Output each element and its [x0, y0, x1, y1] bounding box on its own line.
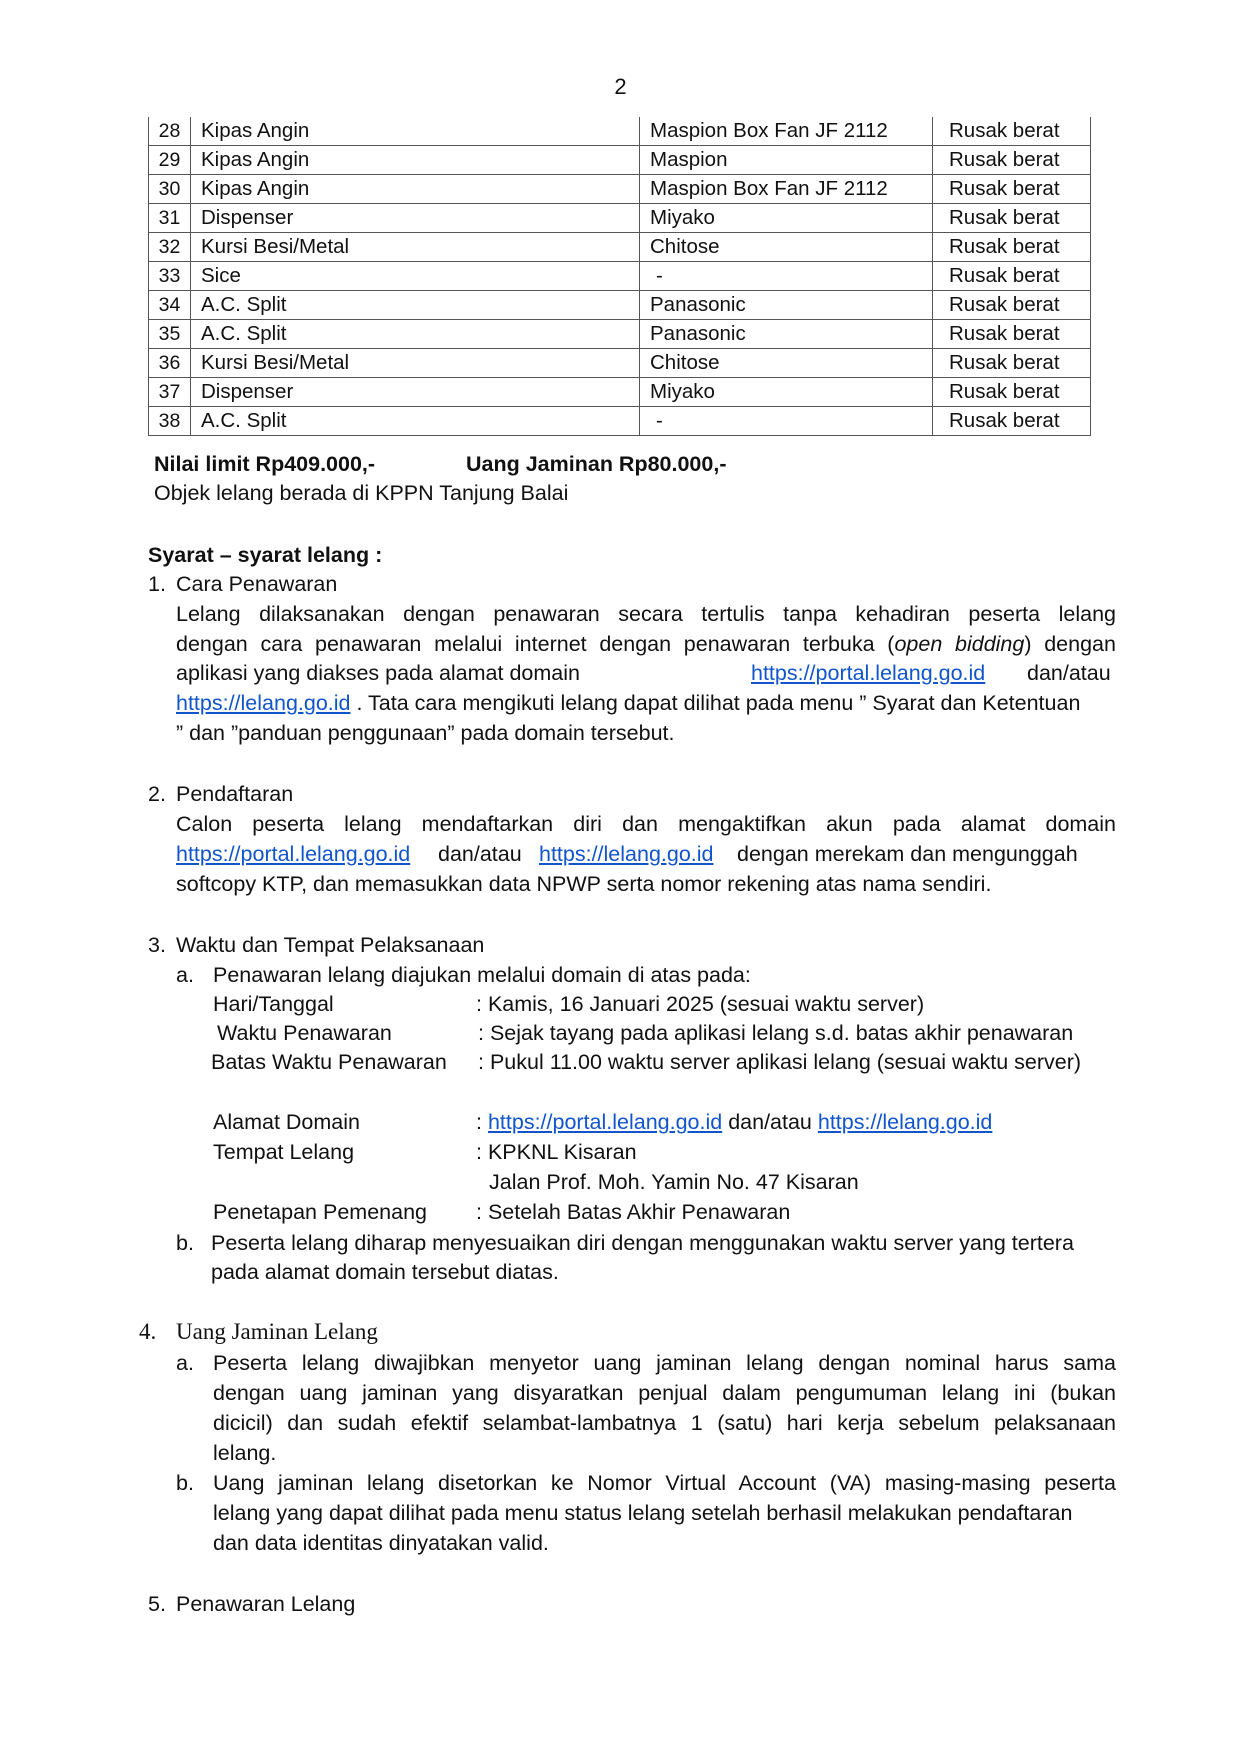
item-brand: - — [640, 262, 933, 291]
item-number: 37 — [149, 378, 191, 407]
page-number: 2 — [614, 74, 627, 99]
section-3a-text: Penawaran lelang diajukan melalui domain di atas pada: — [213, 963, 751, 987]
item-name: Kipas Angin — [191, 146, 640, 175]
table-row — [149, 204, 1091, 233]
section-1-line-2 — [176, 632, 1116, 657]
winner-value: : Setelah Batas Akhir Penawaran — [476, 1200, 791, 1224]
item-condition: Rusak berat — [933, 204, 1091, 233]
item-brand: - — [640, 407, 933, 436]
section-5-number: 5. — [148, 1592, 166, 1616]
item-name: A.C. Split — [191, 320, 640, 349]
item-name: Kipas Angin — [191, 117, 640, 146]
item-condition: Rusak berat — [933, 262, 1091, 291]
item-number: 31 — [149, 204, 191, 233]
lelang-link[interactable]: https://lelang.go.id — [176, 691, 351, 715]
items-table-body — [149, 117, 1091, 436]
section-5-title: Penawaran Lelang — [176, 1592, 356, 1616]
section-3b-line-2: pada alamat domain tersebut diatas. — [211, 1260, 559, 1284]
item-number: 35 — [149, 320, 191, 349]
item-condition: Rusak berat — [933, 117, 1091, 146]
section-3-number: 3. — [148, 933, 166, 957]
item-number: 32 — [149, 233, 191, 262]
portal-lelang-link[interactable]: https://portal.lelang.go.id — [487, 1110, 723, 1134]
section-3b-label: b. — [176, 1231, 194, 1255]
section-1-text: ) dengan — [1024, 632, 1116, 656]
table-row — [149, 291, 1091, 320]
item-brand: Miyako — [640, 204, 933, 233]
item-number: 33 — [149, 262, 191, 291]
item-number: 36 — [149, 349, 191, 378]
section-1-title: Cara Penawaran — [176, 572, 338, 596]
section-2-number: 2. — [148, 782, 166, 806]
table-row — [149, 320, 1091, 349]
items-table — [148, 117, 1091, 436]
bidding-time-value: : Sejak tayang pada aplikasi lelang s.d. batas akhir penawaran — [478, 1021, 1074, 1045]
guarantee-value: Uang Jaminan Rp80.000,- — [466, 452, 727, 476]
date-value: : Kamis, 16 Januari 2025 (sesuai waktu server) — [476, 992, 925, 1016]
table-row — [149, 378, 1091, 407]
section-4a-line-1: Peserta lelang diwajibkan menyetor uang jaminan lelang dengan nominal harus sama — [213, 1351, 1116, 1375]
portal-lelang-link[interactable]: https://portal.lelang.go.id — [751, 661, 986, 685]
section-4b-line-3: dan data identitas dinyatakan valid. — [213, 1531, 549, 1555]
section-1-line-1: Lelang dilaksanakan dengan penawaran secara tertulis tanpa kehadiran peserta lelang — [176, 602, 1116, 626]
item-number: 38 — [149, 407, 191, 436]
item-brand: Chitose — [640, 349, 933, 378]
item-condition: Rusak berat — [933, 146, 1091, 175]
section-2-line-2-text: dengan merekam dan mengunggah — [737, 842, 1078, 866]
section-4a-label: a. — [176, 1351, 194, 1375]
item-condition: Rusak berat — [933, 407, 1091, 436]
item-brand: Maspion Box Fan JF 2112 — [640, 117, 933, 146]
lelang-link[interactable]: https://lelang.go.id — [817, 1110, 993, 1134]
item-number: 29 — [149, 146, 191, 175]
item-brand: Maspion — [640, 146, 933, 175]
section-1-line-3-text: dan/atau — [1027, 661, 1111, 685]
section-1-line-3-text: aplikasi yang diakses pada alamat domain — [176, 661, 580, 685]
venue-label: Tempat Lelang — [213, 1140, 355, 1164]
venue-value: : KPKNL Kisaran — [476, 1140, 637, 1164]
item-name: Kipas Angin — [191, 175, 640, 204]
domain-separator: dan/atau — [722, 1110, 818, 1134]
item-condition: Rusak berat — [933, 349, 1091, 378]
domain-label: Alamat Domain — [213, 1110, 360, 1134]
venue-address: Jalan Prof. Moh. Yamin No. 47 Kisaran — [489, 1170, 859, 1194]
requirements-heading: Syarat – syarat lelang : — [148, 543, 383, 567]
deadline-value: : Pukul 11.00 waktu server aplikasi lelang (sesuai waktu server) — [478, 1050, 1082, 1074]
table-row — [149, 407, 1091, 436]
section-4b-line-2: lelang yang dapat dilihat pada menu status lelang setelah berhasil melakukan pendaftaran — [213, 1501, 1073, 1525]
auction-location: Objek lelang berada di KPPN Tanjung Balai — [154, 481, 569, 505]
table-row — [149, 175, 1091, 204]
section-1-text: dengan cara penawaran melalui internet dengan penawaran terbuka ( — [176, 632, 895, 656]
item-name: Dispenser — [191, 378, 640, 407]
table-row — [149, 117, 1091, 146]
section-1-line-4 — [176, 691, 1080, 716]
item-name: Kursi Besi/Metal — [191, 349, 640, 378]
item-number: 30 — [149, 175, 191, 204]
item-condition: Rusak berat — [933, 175, 1091, 204]
item-number: 28 — [149, 117, 191, 146]
section-1-text: . Tata cara mengikuti lelang dapat dilihat pada menu ” Syarat dan Ketentuan — [350, 691, 1081, 715]
domain-value — [476, 1110, 992, 1135]
item-name: Sice — [191, 262, 640, 291]
item-brand: Panasonic — [640, 320, 933, 349]
table-row — [149, 146, 1091, 175]
lelang-link[interactable]: https://lelang.go.id — [539, 842, 714, 866]
item-brand: Maspion Box Fan JF 2112 — [640, 175, 933, 204]
section-4b-line-1: Uang jaminan lelang disetorkan ke Nomor Virtual Account (VA) masing-masing peserta — [213, 1471, 1116, 1495]
domain-colon: : — [476, 1110, 488, 1134]
portal-lelang-link[interactable]: https://portal.lelang.go.id — [176, 842, 411, 866]
item-name: A.C. Split — [191, 291, 640, 320]
section-1-number: 1. — [148, 572, 166, 596]
item-condition: Rusak berat — [933, 320, 1091, 349]
item-name: Kursi Besi/Metal — [191, 233, 640, 262]
item-condition: Rusak berat — [933, 233, 1091, 262]
item-number: 34 — [149, 291, 191, 320]
section-2-line-2-text: dan/atau — [438, 842, 522, 866]
section-3-title: Waktu dan Tempat Pelaksanaan — [176, 933, 485, 957]
bidding-time-label: Waktu Penawaran — [217, 1021, 392, 1045]
section-4a-line-3: dicicil) dan sudah efektif selambat-lambatnya 1 (satu) hari kerja sebelum pelaksanaan — [213, 1411, 1116, 1435]
date-label: Hari/Tanggal — [213, 992, 334, 1016]
section-1-line-5: ” dan ”panduan penggunaan” pada domain tersebut. — [176, 721, 675, 745]
item-name: A.C. Split — [191, 407, 640, 436]
section-4a-line-2: dengan uang jaminan yang disyaratkan penjual dalam pengumuman lelang ini (bukan — [213, 1381, 1116, 1405]
item-brand: Miyako — [640, 378, 933, 407]
section-4-title: Uang Jaminan Lelang — [176, 1319, 378, 1344]
item-brand: Panasonic — [640, 291, 933, 320]
table-row — [149, 233, 1091, 262]
open-bidding-term: open bidding — [894, 632, 1025, 656]
section-2-title: Pendaftaran — [176, 782, 294, 806]
winner-label: Penetapan Pemenang — [213, 1200, 427, 1224]
section-3b-line-1: Peserta lelang diharap menyesuaikan diri dengan menggunakan waktu server yang tertera — [211, 1231, 1074, 1255]
section-3a-label: a. — [176, 963, 194, 987]
deadline-label: Batas Waktu Penawaran — [211, 1050, 447, 1074]
item-condition: Rusak berat — [933, 378, 1091, 407]
table-row — [149, 262, 1091, 291]
section-4-number: 4. — [139, 1319, 157, 1344]
section-2-line-1: Calon peserta lelang mendaftarkan diri dan mengaktifkan akun pada alamat domain — [176, 812, 1116, 836]
item-name: Dispenser — [191, 204, 640, 233]
section-2-line-3: softcopy KTP, dan memasukkan data NPWP serta nomor rekening atas nama sendiri. — [176, 872, 992, 896]
section-4b-label: b. — [176, 1471, 194, 1495]
section-4a-line-4: lelang. — [213, 1441, 277, 1465]
item-brand: Chitose — [640, 233, 933, 262]
limit-value: Nilai limit Rp409.000,- — [154, 452, 376, 476]
item-condition: Rusak berat — [933, 291, 1091, 320]
table-row — [149, 349, 1091, 378]
